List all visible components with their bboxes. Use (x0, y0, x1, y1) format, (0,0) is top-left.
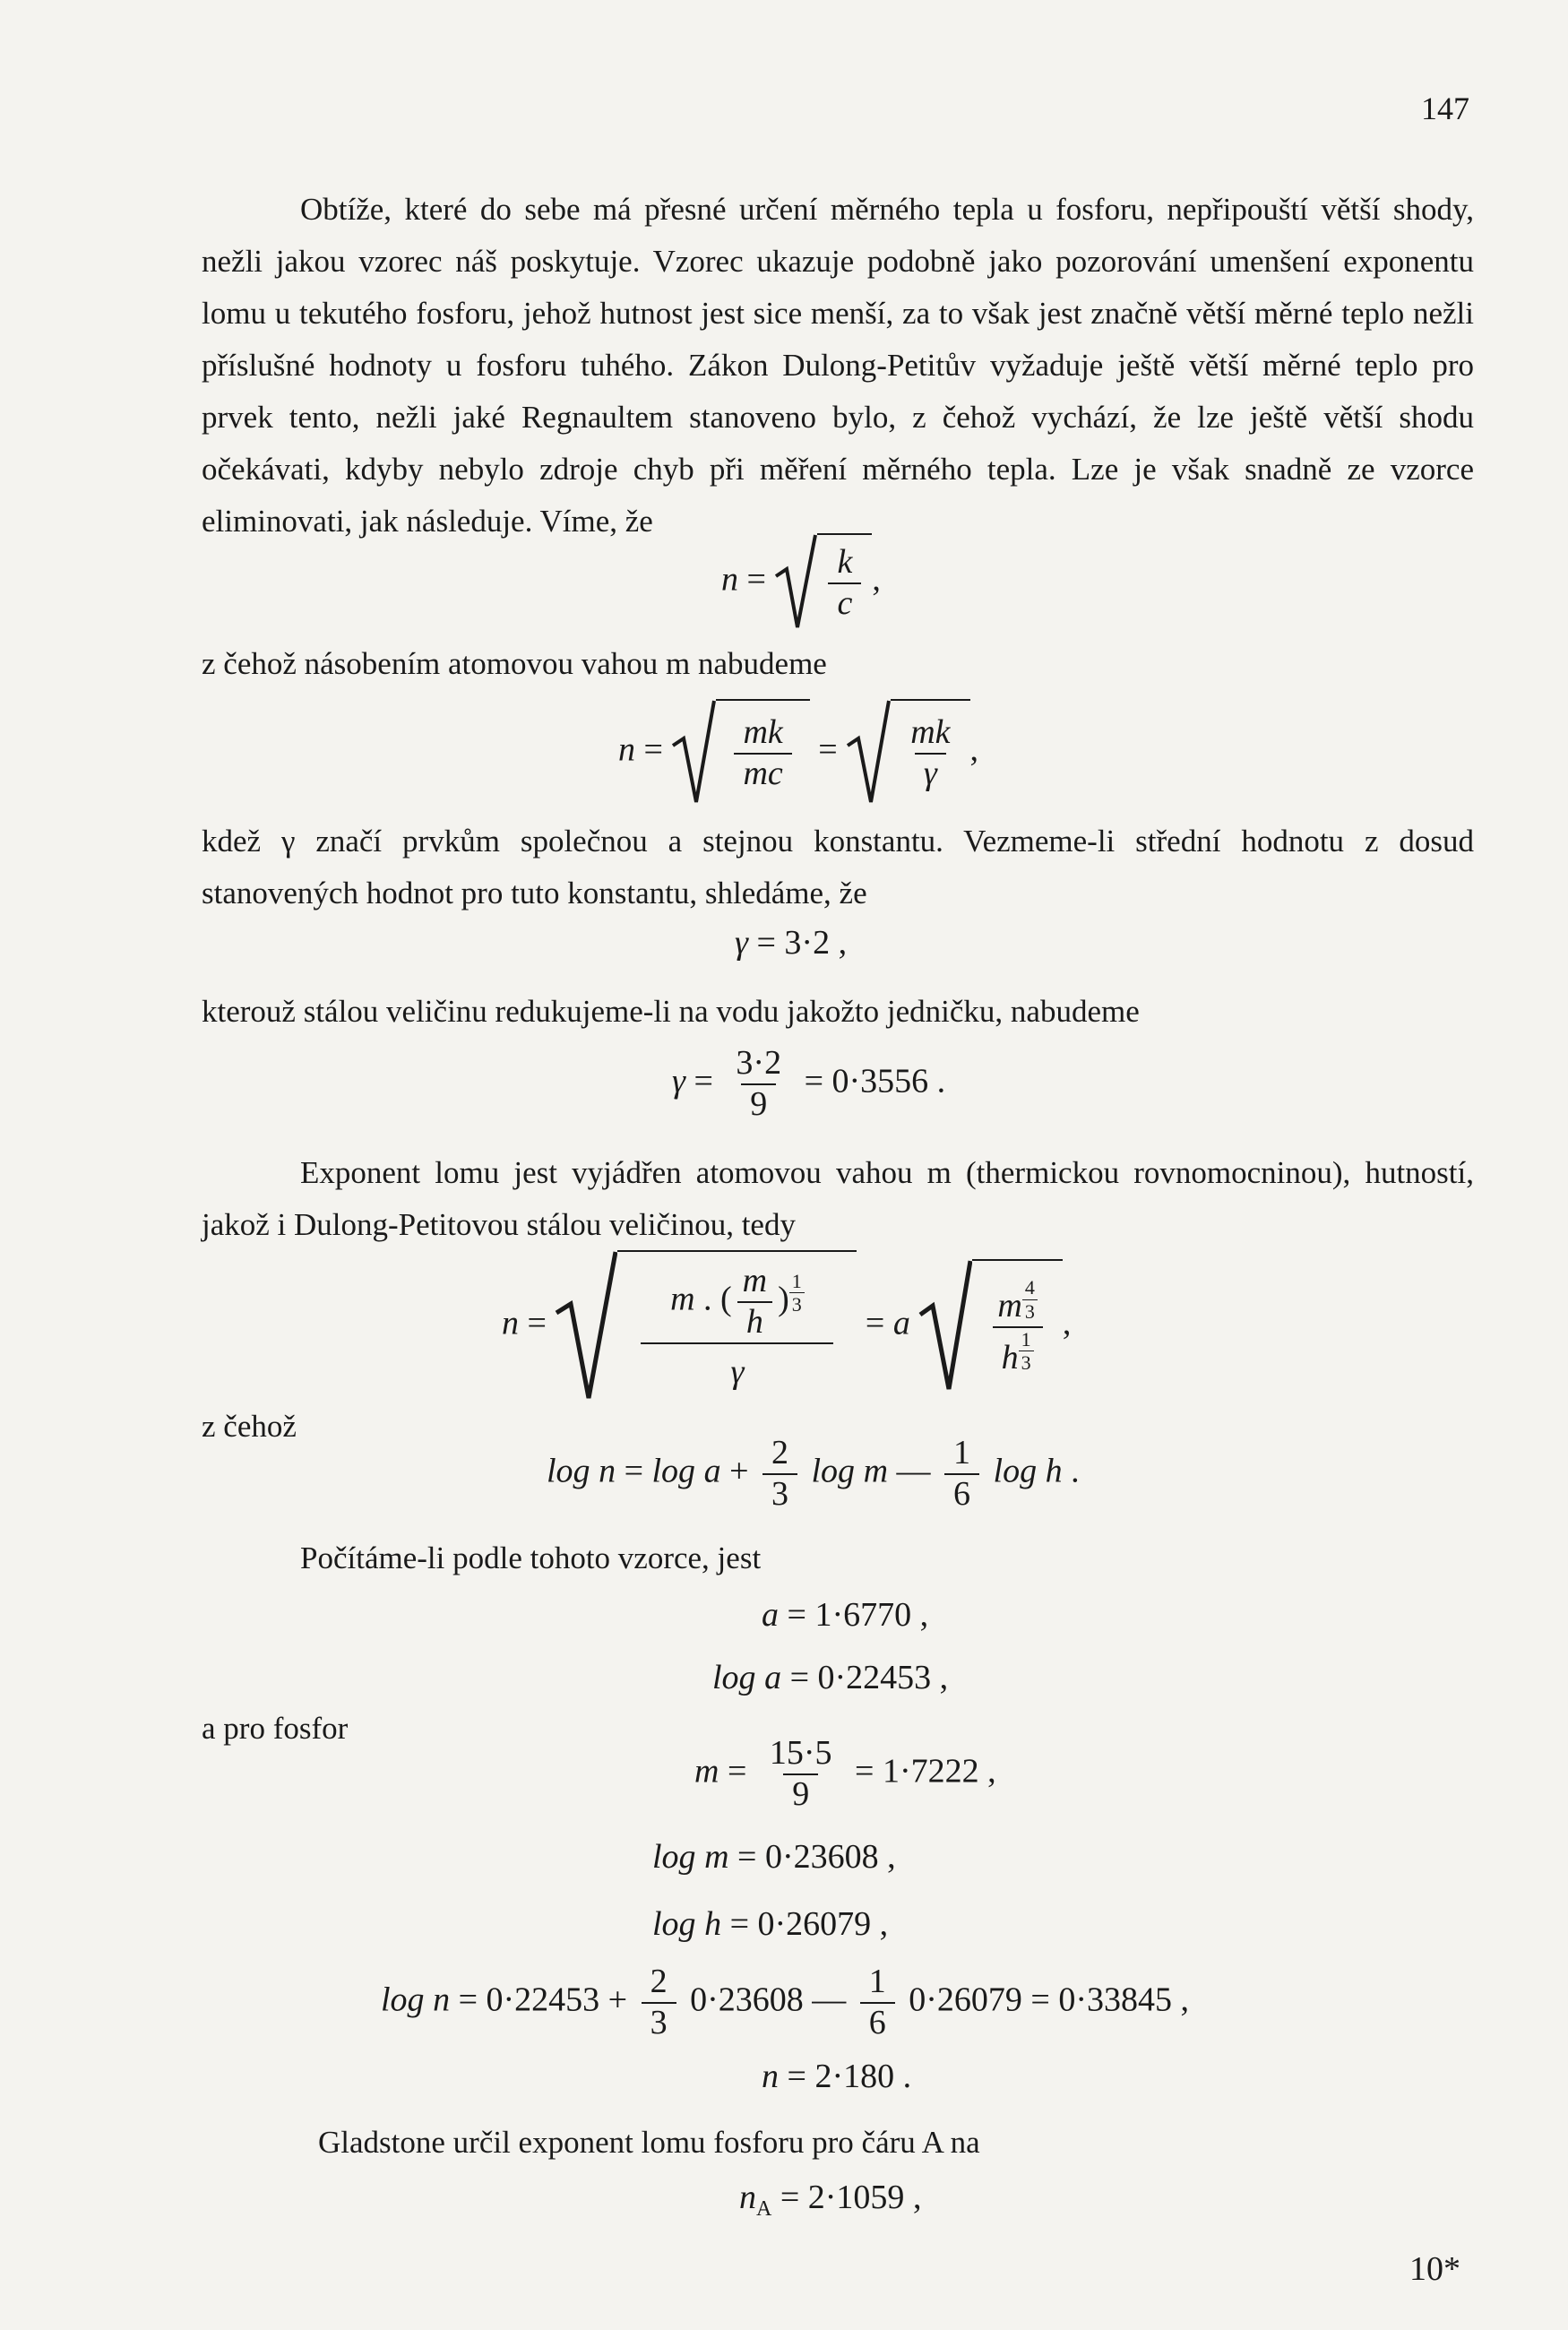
equation-nA-value: $n_A = 2\cdot 1059$ , (739, 2179, 922, 2221)
comma: , (969, 730, 978, 769)
radical-sign (671, 699, 809, 807)
equation-log-a-value: log a = 0·22453 , (712, 1659, 949, 1696)
var-mk: mk (910, 713, 951, 752)
radical-sign: m $^{\frac{4}{3}}$ h $^{\frac{1}{3}}$ (918, 1259, 1062, 1394)
radical-sign: m . ( $\frac{m}{h}$ ) $^{\frac{1}{3}}$ γ (555, 1250, 857, 1402)
equation-gamma-value: γ = 3·2 , (735, 924, 848, 962)
radical-icon (671, 699, 716, 807)
radical-icon (774, 533, 817, 632)
equals-sign: = (643, 730, 663, 769)
text-whence: z čehož (202, 1409, 297, 1444)
var-k: k (837, 543, 853, 582)
paragraph-specific-heat: Obtíže, které do sebe má přesné určení měrného tepla u fosforu, nepřipouští větší shody, nežli jakou vzorec náš poskytuje. Vzorec ukazuje podobně jako pozorování umenšení exponentu lomu u tekutého fosforu, jehož hutnost jest sice menší, za to však jest značně větší měrné teplo nežli příslušné hodnoty u fosforu tuhého. Zákon Dulong-Petitův vyžaduje ještě větší měrné teplo pro prvek tento, nežli jaké Regnaultem stanoveno bylo, z čehož vychází, že lze ještě větší shodu očekávati, kdyby nebylo zdroje chyb při měření měrného tepla. Lze je však snadně ze vzorce eliminovati, jak následuje. Víme, že (202, 192, 1474, 539)
equation-a-value: a = 1·6770 , (762, 1596, 929, 1634)
page-number: 147 (1421, 91, 1469, 126)
equation-m-value: m = $\frac{15\cdot 5}{9}$ = 1·7222 , (694, 1734, 996, 1813)
text-reduce: kterouž stálou veličinu redukujeme-li na vodu jakožto jedničku, nabudeme (202, 994, 1140, 1029)
equals-sign: = (746, 560, 766, 599)
radical-icon (846, 699, 891, 807)
paragraph-exponent: Exponent lomu jest vyjádřen atomovou vahou m (thermickou rovnomocninou), hutností, jakož i Dulong-Petitovou stálou veličinou, tedy (202, 1155, 1474, 1242)
equals-sign: = (818, 730, 838, 769)
equation-log-n: log n = log a + $\frac{2}{3}$ log m — $\frac{1}{6}$ log h . (547, 1434, 1080, 1513)
var-n: n (618, 730, 635, 769)
comma: , (872, 560, 881, 599)
equation-n-result: n = 2·180 . (762, 2058, 912, 2095)
var-c: c (837, 584, 853, 622)
equation-gamma-reduced: γ = $\frac{3\cdot 2}{9}$ = 0·3556 . (672, 1044, 946, 1123)
equation-log-n-computed: log n = 0·22453 + $\frac{2}{3}$ 0·23608 — $\frac{1}{6}$ 0·26079 = 0·33845 , (381, 1963, 1189, 2041)
equation-n-sqrt-k-c (721, 533, 881, 632)
signature-mark: 10* (1409, 2250, 1460, 2288)
equation-log-m-value: log m = 0·23608 , (652, 1838, 896, 1876)
radical-icon (555, 1250, 617, 1402)
paragraph-compute: Počítáme-li podle tohoto vzorce, jest (300, 1540, 762, 1575)
var-gamma: γ (923, 755, 937, 792)
radical-sign (846, 699, 969, 807)
text-multiply: z čehož násobením atomovou vahou m nabudeme (202, 646, 827, 681)
equation-n-sqrt-mk (618, 699, 978, 807)
equation-log-h-value: log h = 0·26079 , (652, 1905, 889, 1943)
equation-n-big-radical: n = m . ( $\frac{m}{h}$ ) $^{\frac{1}{3}}$ γ = a m $^{\frac{4}{3}}$ h $^{\frac{1}{3}}$ , (502, 1250, 1071, 1402)
text-gamma-constant: kdež γ značí prvkům společnou a stejnou konstantu. Vezmeme-li střední hodnotu z dosud stanovených hodnot pro tuto konstantu, shledáme, že (202, 824, 1474, 910)
var-mk: mk (743, 713, 783, 752)
var-n: n (721, 560, 738, 599)
paragraph-gladstone: Gladstone určil exponent lomu fosforu pro čáru A na (318, 2125, 980, 2160)
var-mc: mc (743, 755, 783, 792)
radical-sign (774, 533, 872, 632)
text-phosphor: a pro fosfor (202, 1711, 349, 1746)
radical-icon (918, 1259, 972, 1394)
